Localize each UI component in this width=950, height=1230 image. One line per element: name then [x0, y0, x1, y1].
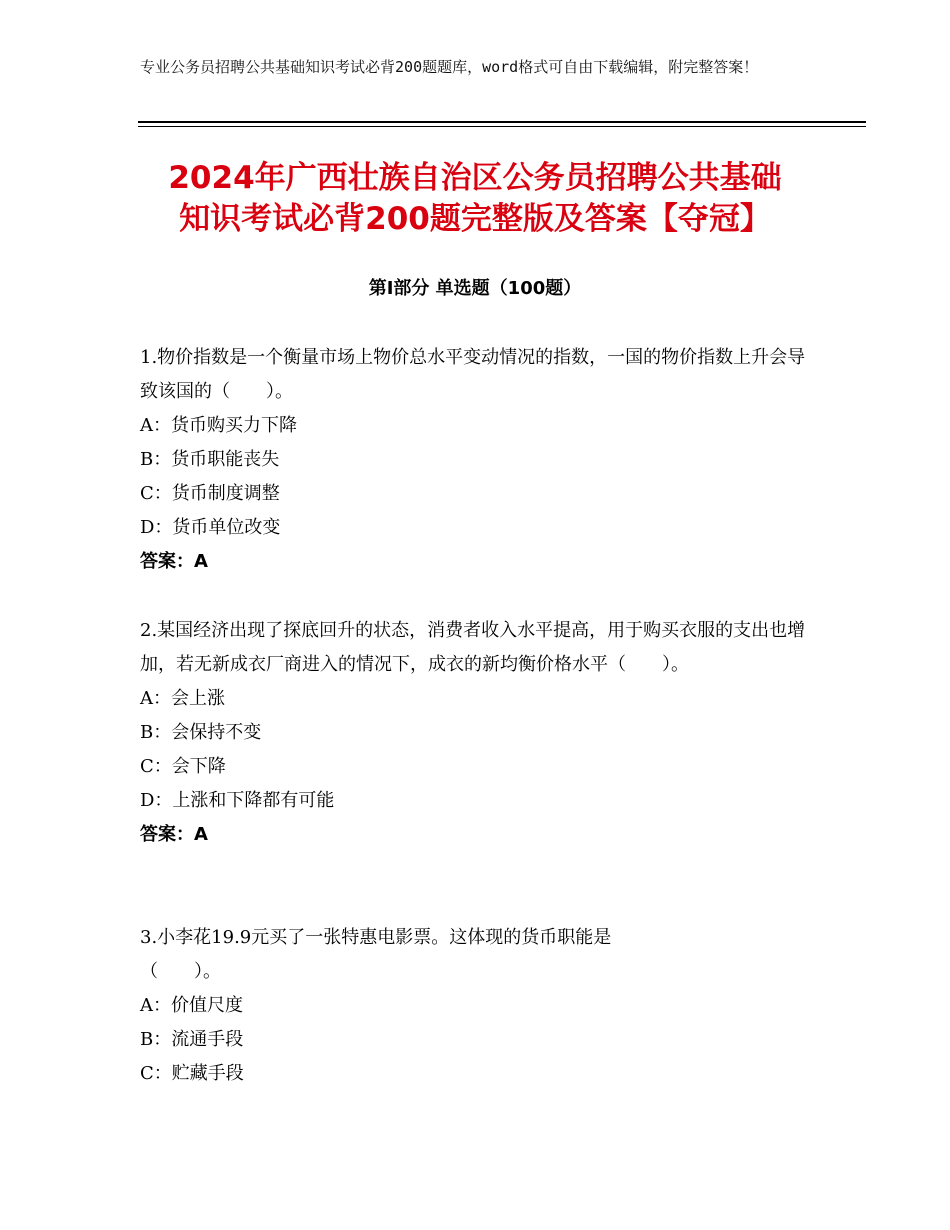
question-stem-line-1: 3.小李花19.9元买了一张特惠电影票。这体现的货币职能是 — [140, 927, 612, 948]
option-a: A：会上涨 — [140, 688, 225, 709]
header-rule-thin — [138, 126, 866, 127]
answer: 答案：A — [140, 551, 208, 572]
title-line-2: 知识考试必背200题完整版及答案【夺冠】 — [179, 201, 771, 237]
option-b: B：流通手段 — [140, 1029, 244, 1050]
question-2 — [140, 614, 820, 852]
title-line-1: 2024年广西壮族自治区公务员招聘公共基础 — [168, 160, 782, 196]
option-d: D：上涨和下降都有可能 — [140, 790, 335, 811]
header-note: 专业公务员招聘公共基础知识考试必背200题题库，word格式可自由下载编辑，附完整答案！ — [140, 58, 759, 76]
option-d: D：货币单位改变 — [140, 517, 281, 538]
option-a: A：货币购买力下降 — [140, 415, 297, 436]
answer: 答案：A — [140, 824, 208, 845]
option-b: B：会保持不变 — [140, 722, 262, 743]
header-rule-thick — [138, 121, 866, 123]
option-a: A：价值尺度 — [140, 995, 243, 1016]
option-c: C：货币制度调整 — [140, 483, 280, 504]
question-3 — [140, 921, 820, 1091]
question-stem: 1.物价指数是一个衡量市场上物价总水平变动情况的指数，一国的物价指数上升会导致该国的（ ）。 — [140, 347, 806, 402]
document-title — [120, 158, 830, 240]
option-b: B：货币职能丧失 — [140, 449, 280, 470]
question-stem-line-2: （ ）。 — [140, 961, 221, 982]
section-heading: 第Ⅰ部分 单选题（100题） — [368, 278, 582, 299]
question-stem: 2.某国经济出现了探底回升的状态，消费者收入水平提高，用于购买衣服的支出也增加，若无新成衣厂商进入的情况下，成衣的新均衡价格水平（ ）。 — [140, 620, 806, 675]
question-1 — [140, 341, 820, 579]
option-c: C：贮藏手段 — [140, 1063, 244, 1084]
option-c: C：会下降 — [140, 756, 226, 777]
